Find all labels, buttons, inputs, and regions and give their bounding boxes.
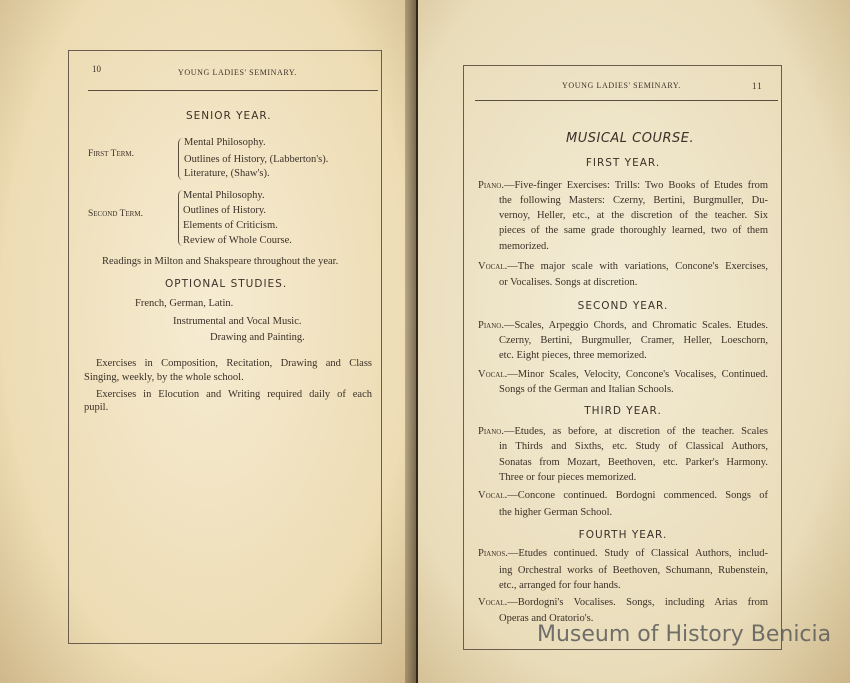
course-line bbox=[478, 426, 768, 438]
course-line bbox=[478, 548, 768, 560]
course-line: Czerny, Bertini, Burgmuller, Cramer, Heller, Loeschorn, bbox=[499, 335, 768, 346]
exercises-line: Singing, weekly, by the whole school. bbox=[84, 372, 244, 383]
course-text: —The major scale with variations, Concone's Exercises, bbox=[507, 261, 768, 272]
term-item: Mental Philosophy. bbox=[183, 190, 265, 201]
course-text: —Bordogni's Vocalises. Songs, including Arias from bbox=[507, 597, 768, 608]
section-heading: FOURTH YEAR. bbox=[578, 529, 668, 541]
course-text: —Concone continued. Bordogni commenced. Songs of bbox=[507, 490, 768, 501]
course-line: or Vocalises. Songs at discretion. bbox=[499, 277, 638, 288]
course-line: vernoy, Heller, etc., at the discretion of the teacher. Six bbox=[499, 210, 768, 221]
term-item: Mental Philosophy. bbox=[184, 137, 266, 148]
term-item: Literature, (Shaw's). bbox=[184, 168, 270, 179]
instrument-label: Piano. bbox=[478, 426, 504, 437]
first-term-label: First Term. bbox=[88, 149, 135, 159]
right-page bbox=[418, 0, 850, 683]
course-line bbox=[478, 261, 768, 273]
exercises-line: Exercises in Composition, Recitation, Drawing and Class bbox=[96, 358, 372, 369]
course-text: —Five-finger Exercises: Trills: Two Books of Etudes from bbox=[503, 180, 768, 191]
course-line: Three or four pieces memorized. bbox=[499, 472, 637, 483]
course-line bbox=[478, 369, 768, 381]
term-item: Outlines of History. bbox=[183, 205, 267, 216]
instrument-label: Vocal. bbox=[478, 490, 508, 501]
course-line: ing Orchestral works of Beethoven, Schumann, Rubenstein, bbox=[499, 565, 768, 576]
second-term-label: Second Term. bbox=[88, 209, 143, 219]
heading-senior-year: SENIOR YEAR. bbox=[186, 110, 272, 122]
brace bbox=[178, 138, 183, 180]
term-item: Outlines of History, (Labberton's). bbox=[184, 154, 329, 165]
optional-item: Instrumental and Vocal Music. bbox=[173, 316, 302, 327]
section-heading: THIRD YEAR. bbox=[584, 405, 662, 417]
course-line: the higher German School. bbox=[499, 507, 613, 518]
running-head: YOUNG LADIES' SEMINARY. bbox=[178, 68, 297, 77]
museum-watermark: Museum of History Benicia bbox=[537, 622, 832, 647]
course-text: —Etudes, as before, at discretion of the teacher. Scales bbox=[503, 426, 768, 437]
exercises-line: Exercises in Elocution and Writing required daily of each bbox=[96, 389, 372, 400]
header-rule bbox=[88, 90, 378, 91]
course-text: —Minor Scales, Velocity, Concone's Vocalises, Continued. bbox=[507, 369, 768, 380]
course-text: —Scales, Arpeggio Chords, and Chromatic Scales. Etudes. bbox=[503, 320, 768, 331]
course-line: memorized. bbox=[499, 241, 549, 252]
instrument-label: Piano. bbox=[478, 320, 504, 331]
course-line: etc., arranged for four hands. bbox=[499, 580, 621, 591]
course-line: Songs of the German and Italian Schools. bbox=[499, 384, 674, 395]
course-line: pieces of the same grade thoroughly learned, two of them bbox=[499, 225, 768, 236]
term-item: Elements of Criticism. bbox=[183, 220, 278, 231]
course-text: —Etudes continued. Study of Classical Authors, includ- bbox=[507, 548, 768, 559]
course-line bbox=[478, 597, 768, 609]
musical-course-title: MUSICAL COURSE. bbox=[566, 131, 695, 146]
readings: Readings in Milton and Shakspeare throughout the year. bbox=[102, 256, 339, 267]
course-line: Operas and Oratorio's. bbox=[499, 613, 594, 624]
term-item: Review of Whole Course. bbox=[183, 235, 292, 246]
instrument-label: Pianos. bbox=[478, 548, 508, 559]
left-page bbox=[0, 0, 416, 683]
page-number: 10 bbox=[92, 64, 101, 74]
course-line: in Thirds and Sixths, etc. Study of Classical Authors, bbox=[499, 441, 768, 452]
course-line bbox=[478, 320, 768, 332]
instrument-label: Vocal. bbox=[478, 597, 508, 608]
page-number: 11 bbox=[752, 81, 763, 91]
instrument-label: Piano. bbox=[478, 180, 504, 191]
course-line bbox=[478, 490, 768, 502]
course-line: etc. Eight pieces, three memorized. bbox=[499, 350, 647, 361]
course-line bbox=[478, 180, 768, 192]
running-head: YOUNG LADIES' SEMINARY. bbox=[562, 81, 681, 90]
instrument-label: Vocal. bbox=[478, 369, 508, 380]
course-line: Sonatas from Mozart, Beethoven, etc. Parker's Harmony. bbox=[499, 457, 768, 468]
course-line: the following Masters: Czerny, Bertini, Burgmuller, Du- bbox=[499, 195, 768, 206]
header-rule bbox=[475, 100, 778, 101]
section-heading: SECOND YEAR. bbox=[577, 300, 669, 312]
section-heading: FIRST YEAR. bbox=[585, 157, 661, 169]
instrument-label: Vocal. bbox=[478, 261, 508, 272]
optional-item: French, German, Latin. bbox=[135, 298, 234, 309]
optional-item: Drawing and Painting. bbox=[210, 332, 305, 343]
exercises-line: pupil. bbox=[84, 402, 109, 413]
heading-optional-studies: OPTIONAL STUDIES. bbox=[165, 278, 288, 290]
